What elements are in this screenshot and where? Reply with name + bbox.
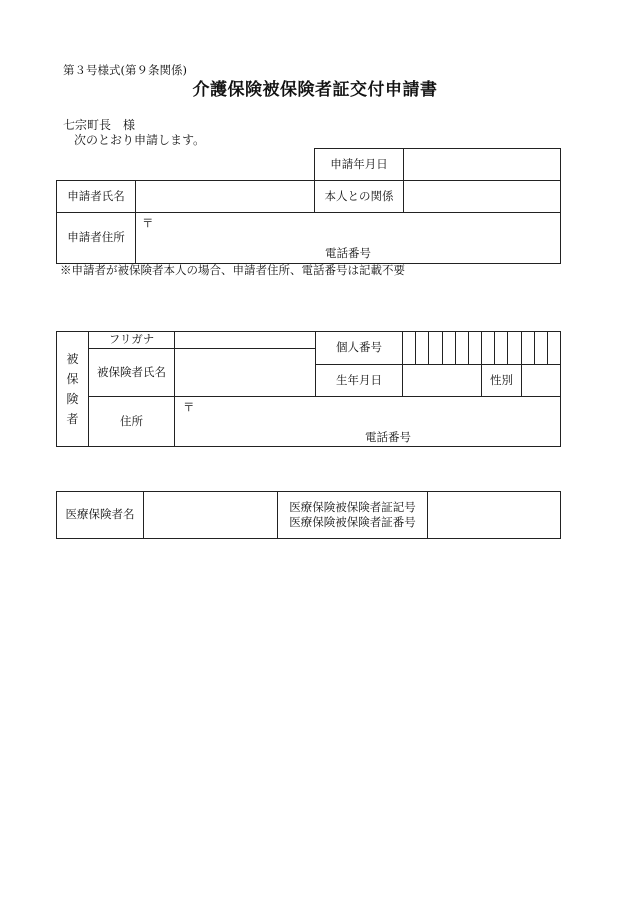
form-number: 第３号様式(第９条関係) bbox=[63, 63, 187, 77]
application-date-field[interactable] bbox=[403, 148, 561, 181]
note-text: ※申請者が被保険者本人の場合、申請者住所、電話番号は記載不要 bbox=[60, 263, 405, 277]
personal-number-digit[interactable] bbox=[535, 332, 548, 364]
insured-name-label: 被保険者氏名 bbox=[88, 348, 175, 397]
personal-number-digit[interactable] bbox=[443, 332, 456, 364]
applicant-name-label: 申請者氏名 bbox=[56, 180, 136, 213]
medical-insurer-label: 医療保険者名 bbox=[56, 491, 144, 539]
application-date-label: 申請年月日 bbox=[314, 148, 404, 181]
birth-date-label: 生年月日 bbox=[315, 364, 403, 397]
birth-date-field[interactable] bbox=[402, 364, 482, 397]
personal-number-digit[interactable] bbox=[429, 332, 442, 364]
personal-number-digit[interactable] bbox=[469, 332, 482, 364]
personal-number-digit[interactable] bbox=[482, 332, 495, 364]
medical-insurer-field[interactable] bbox=[143, 491, 278, 539]
applicant-address-label: 申請者住所 bbox=[56, 212, 136, 264]
personal-number-digit[interactable] bbox=[508, 332, 521, 364]
insured-section-label bbox=[56, 331, 89, 447]
personal-number-digit[interactable] bbox=[522, 332, 535, 364]
personal-number-digit[interactable] bbox=[495, 332, 508, 364]
gender-field[interactable] bbox=[521, 364, 561, 397]
relationship-label: 本人との関係 bbox=[314, 180, 404, 213]
insured-phone-label: 電話番号 bbox=[365, 430, 411, 444]
insured-name-field[interactable] bbox=[174, 348, 316, 397]
document-title: 介護保険被保険者証交付申請書 bbox=[192, 80, 438, 100]
insured-card-symbol-label: 医療保険被保険者証記号 bbox=[289, 499, 416, 514]
personal-number-label: 個人番号 bbox=[315, 331, 403, 365]
personal-number-digit[interactable] bbox=[416, 332, 429, 364]
personal-number-digit[interactable] bbox=[548, 332, 560, 364]
insured-section-char: 被 bbox=[66, 352, 79, 366]
insured-section-char: 保 bbox=[66, 372, 79, 386]
insured-card-label bbox=[277, 491, 428, 539]
insured-section-char: 者 bbox=[66, 412, 79, 426]
insured-address-field[interactable] bbox=[174, 396, 561, 447]
relationship-field[interactable] bbox=[403, 180, 561, 213]
postal-mark: 〒 bbox=[183, 400, 195, 414]
applicant-phone-label: 電話番号 bbox=[325, 246, 371, 260]
furigana-label: フリガナ bbox=[88, 331, 175, 349]
addressee: 七宗町長 様 bbox=[63, 118, 136, 132]
insured-card-field[interactable] bbox=[427, 491, 561, 539]
insured-section-char: 険 bbox=[66, 392, 79, 406]
personal-number-digit[interactable] bbox=[456, 332, 469, 364]
gender-label: 性別 bbox=[481, 364, 522, 397]
personal-number-digit[interactable] bbox=[403, 332, 416, 364]
applicant-address-field[interactable] bbox=[135, 212, 561, 264]
postal-mark: 〒 bbox=[142, 216, 154, 230]
intro-text: 次のとおり申請します。 bbox=[74, 133, 206, 147]
applicant-name-field[interactable] bbox=[135, 180, 315, 213]
personal-number-boxes[interactable] bbox=[402, 331, 561, 365]
insured-address-label: 住所 bbox=[88, 396, 175, 447]
insured-card-number-label: 医療保険被保険者証番号 bbox=[289, 515, 416, 529]
furigana-field[interactable] bbox=[174, 331, 316, 349]
